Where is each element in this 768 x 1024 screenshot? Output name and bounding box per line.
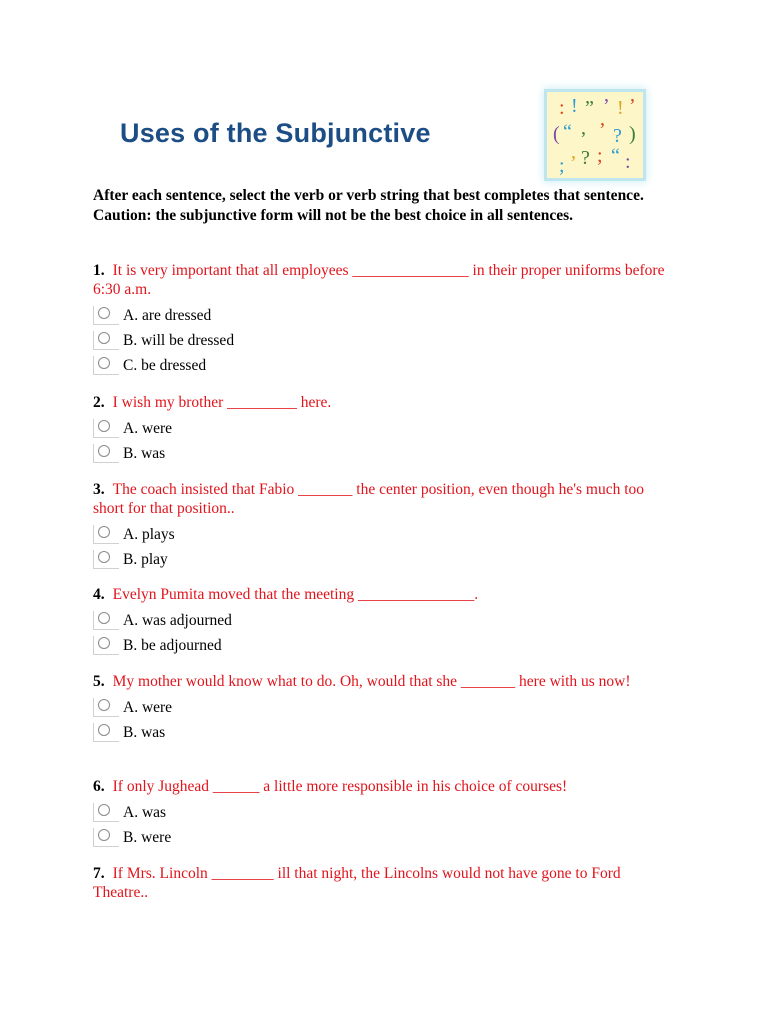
radio-button[interactable] — [93, 803, 119, 822]
svg-text:,: , — [581, 117, 586, 139]
question-number: 1. — [93, 262, 105, 279]
question-text: The coach insisted that Fabio _______ the center position, even though he's much too short for that position.. — [93, 481, 645, 517]
radio-circle-icon — [98, 526, 110, 538]
radio-circle-icon — [98, 551, 110, 563]
question-stem — [93, 777, 668, 796]
option[interactable] — [93, 329, 668, 354]
option[interactable] — [93, 354, 668, 379]
radio-button[interactable] — [93, 525, 119, 544]
svg-text:;: ; — [559, 155, 565, 177]
option-label: B. play — [123, 551, 168, 568]
page-title: Uses of the Subjunctive — [120, 118, 431, 148]
option[interactable] — [93, 548, 668, 573]
question-text: Evelyn Pumita moved that the meeting _______________. — [112, 586, 479, 603]
question-3 — [93, 480, 668, 573]
option[interactable] — [93, 609, 668, 634]
option-label: B. be adjourned — [123, 637, 222, 654]
question-6 — [93, 777, 668, 851]
question-number: 7. — [93, 865, 105, 882]
svg-text:!: ! — [617, 97, 624, 119]
question-number: 3. — [93, 481, 105, 498]
option[interactable] — [93, 801, 668, 826]
radio-button[interactable] — [93, 723, 119, 742]
instructions: After each sentence, select the verb or verb string that best completes that sentence. Caution: the subjunctive form will not be the best choice in all sentences. — [93, 187, 644, 224]
option-label: B. were — [123, 829, 172, 846]
question-2 — [93, 393, 668, 467]
question-4 — [93, 585, 668, 659]
option-label: B. will be dressed — [123, 332, 235, 349]
svg-text:!: ! — [571, 95, 578, 117]
svg-text:“: “ — [563, 121, 572, 143]
radio-circle-icon — [98, 357, 110, 369]
question-text: It is very important that all employees _______________ in their proper uniforms before 6:30 a.m. — [93, 262, 665, 298]
radio-button[interactable] — [93, 419, 119, 438]
punctuation-marks-icon — [547, 92, 643, 178]
question-stem — [93, 864, 668, 902]
radio-button[interactable] — [93, 306, 119, 325]
question-5 — [93, 672, 668, 746]
radio-circle-icon — [98, 829, 110, 841]
option[interactable] — [93, 826, 668, 851]
radio-circle-icon — [98, 724, 110, 736]
radio-button[interactable] — [93, 356, 119, 375]
radio-circle-icon — [98, 332, 110, 344]
option-label: A. was adjourned — [123, 612, 232, 629]
question-text: If only Jughead ______ a little more responsible in his choice of courses! — [112, 778, 568, 795]
radio-button[interactable] — [93, 611, 119, 630]
question-text: If Mrs. Lincoln ________ ill that night, the Lincolns would not have gone to Ford Theatre.. — [93, 865, 621, 901]
question-number: 5. — [93, 673, 105, 690]
radio-circle-icon — [98, 699, 110, 711]
option-label: C. be dressed — [123, 357, 207, 374]
svg-text::: : — [559, 97, 565, 119]
question-stem — [93, 480, 668, 518]
question-stem — [93, 393, 668, 412]
radio-button[interactable] — [93, 331, 119, 350]
option[interactable] — [93, 417, 668, 442]
option[interactable] — [93, 696, 668, 721]
svg-text:(: ( — [553, 123, 560, 145]
option[interactable] — [93, 442, 668, 467]
svg-text:?: ? — [581, 147, 590, 169]
radio-button[interactable] — [93, 550, 119, 569]
question-stem — [93, 672, 668, 691]
option-label: B. was — [123, 724, 166, 741]
option[interactable] — [93, 523, 668, 548]
radio-circle-icon — [98, 804, 110, 816]
option-label: A. plays — [123, 526, 175, 543]
svg-text:,: , — [571, 141, 576, 163]
svg-text:“: “ — [611, 145, 620, 167]
option[interactable] — [93, 634, 668, 659]
radio-circle-icon — [98, 420, 110, 432]
option-label: B. was — [123, 445, 166, 462]
svg-text::: : — [625, 151, 631, 173]
option-label: A. are dressed — [123, 307, 212, 324]
radio-circle-icon — [98, 445, 110, 457]
radio-button[interactable] — [93, 828, 119, 847]
question-1 — [93, 261, 668, 379]
radio-button[interactable] — [93, 636, 119, 655]
svg-text:’: ’ — [629, 95, 636, 117]
radio-button[interactable] — [93, 444, 119, 463]
option[interactable] — [93, 304, 668, 329]
option-label: A. was — [123, 804, 167, 821]
svg-text:”: ” — [585, 97, 594, 119]
option[interactable] — [93, 721, 668, 746]
radio-circle-icon — [98, 307, 110, 319]
question-text: My mother would know what to do. Oh, would that she _______ here with us now! — [112, 673, 631, 690]
question-stem — [93, 585, 668, 604]
question-number: 4. — [93, 586, 105, 603]
question-number: 6. — [93, 778, 105, 795]
radio-button[interactable] — [93, 698, 119, 717]
svg-text:;: ; — [597, 145, 603, 167]
question-stem — [93, 261, 668, 299]
question-number: 2. — [93, 394, 105, 411]
question-7 — [93, 864, 668, 902]
option-label: A. were — [123, 420, 173, 437]
option-label: A. were — [123, 699, 173, 716]
radio-circle-icon — [98, 612, 110, 624]
question-text: I wish my brother _________ here. — [112, 394, 332, 411]
svg-text:’: ’ — [599, 119, 606, 141]
svg-text:?: ? — [613, 125, 622, 147]
svg-text:): ) — [629, 123, 636, 145]
svg-text:’: ’ — [603, 95, 610, 117]
radio-circle-icon — [98, 637, 110, 649]
